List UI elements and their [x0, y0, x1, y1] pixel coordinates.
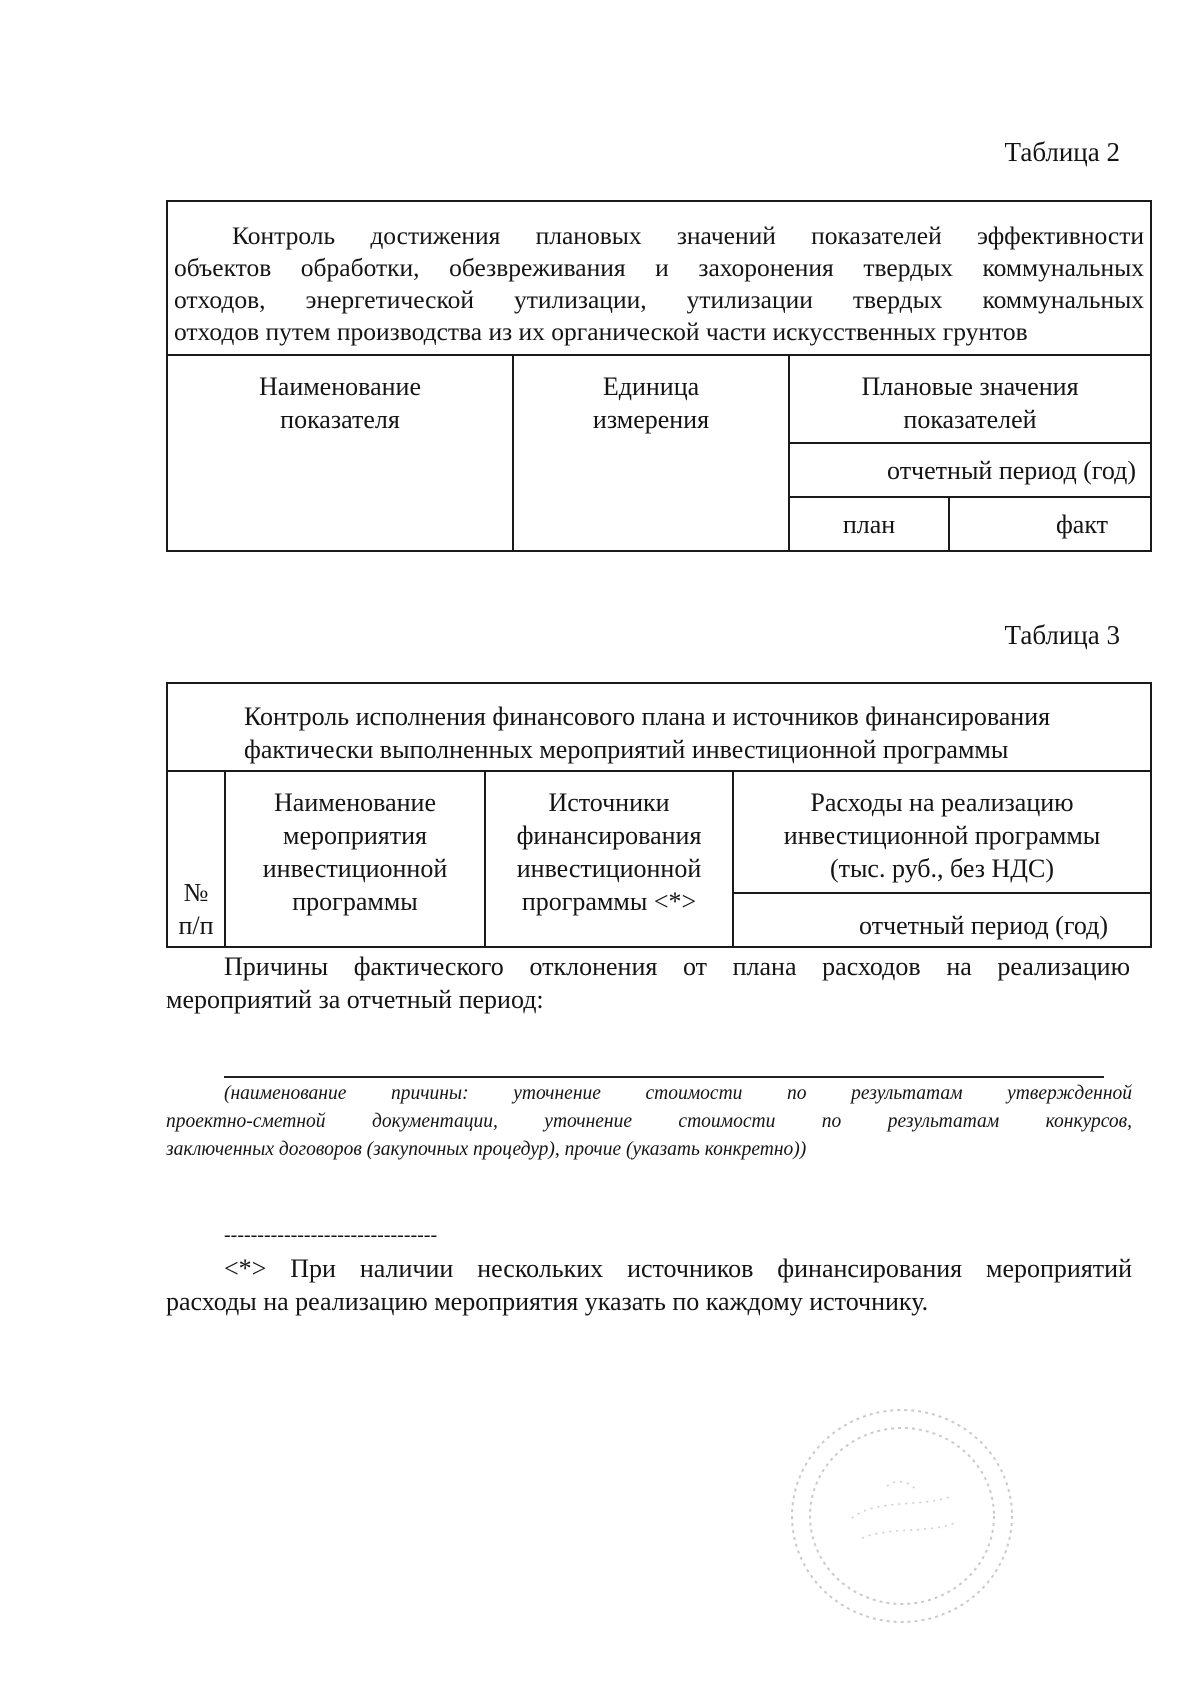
table3-header-sources-line-3: инвестиционной	[516, 854, 702, 883]
table3-header-expenses	[733, 771, 1151, 893]
reason-note	[166, 1080, 1132, 1164]
table2-header-indicator-line-1: Наименование	[259, 372, 421, 401]
table3-header-number-line-1: №	[183, 878, 209, 907]
table3-header-sources	[485, 771, 733, 947]
table3-header-event-line-3: инвестиционной	[262, 854, 448, 883]
table3-header-event-line-1: Наименование	[274, 788, 436, 817]
table2	[166, 200, 1152, 552]
table2-title-line-2: объектов обработки, обезвреживания и захоронения твердых коммунальных	[174, 253, 1144, 282]
table3-header-event	[225, 771, 485, 947]
table3-header-sources-line-1: Источники	[548, 788, 670, 817]
stamp-seal	[782, 1398, 1022, 1634]
reason-note-line-3: заключенных договоров (закупочных процедур), прочие (указать конкретно))	[166, 1139, 807, 1160]
table3-header-expenses-line-2: инвестиционной программы	[783, 821, 1101, 850]
reasons-line-1: Причины фактического отклонения от плана расходов на реализацию	[224, 952, 1130, 981]
table2-header-plan-values-line-2: показателей	[903, 405, 1037, 434]
reasons-paragraph	[166, 950, 1130, 1016]
table3-title-line-2: фактически выполненных мероприятий инвестиционной программы	[244, 735, 1009, 764]
reason-note-line-2: проектно-сметной документации, уточнение стоимости по результатам конкурсов,	[166, 1111, 1132, 1132]
reasons-line-2: мероприятий за отчетный период:	[166, 985, 544, 1014]
table3-label: Таблица 3	[1004, 620, 1120, 650]
table2-header-unit-line-2: измерения	[592, 405, 710, 434]
footnote-line-2: расходы на реализацию мероприятия указать по каждому источнику.	[166, 1287, 929, 1316]
table2-label: Таблица 2	[1004, 137, 1120, 167]
table3-header-event-line-4: программы	[292, 887, 418, 916]
table3-reporting-period: отчетный период (год)	[733, 893, 1151, 947]
table3-title	[167, 683, 1151, 771]
footnote	[166, 1252, 1132, 1318]
table3-header-expenses-line-3: (тыс. руб., без НДС)	[829, 854, 1055, 883]
table3-header-sources-line-4: программы <*>	[521, 887, 697, 916]
table2-title-line-1: Контроль достижения плановых значений показателей эффективности	[232, 221, 1144, 250]
table3-header-number-line-2: п/п	[178, 911, 214, 940]
table3-header-number	[167, 771, 225, 947]
table2-header-plan-values	[789, 355, 1151, 443]
table2-title-line-3: отходов, энергетической утилизации, утилизации твердых коммунальных	[174, 285, 1144, 314]
table2-header-indicator	[167, 355, 513, 551]
table3	[166, 682, 1152, 948]
table2-reporting-period: отчетный период (год)	[789, 443, 1151, 497]
table2-header-indicator-line-2: показателя	[280, 405, 400, 434]
table3-header-expenses-line-1: Расходы на реализацию	[810, 788, 1074, 817]
table2-plan: план	[789, 497, 949, 551]
table3-header-event-line-2: мероприятия	[282, 821, 427, 850]
reason-fill-line	[224, 1076, 1104, 1078]
table2-title	[167, 201, 1151, 355]
table2-header-unit	[513, 355, 789, 551]
reason-note-line-1: (наименование причины: уточнение стоимости по результатам утвержденной	[224, 1083, 1132, 1104]
table2-header-plan-values-line-1: Плановые значения	[861, 372, 1079, 401]
table3-title-line-1: Контроль исполнения финансового плана и источников финансирования	[244, 702, 1051, 731]
table2-header-unit-line-1: Единица	[602, 372, 700, 401]
footnote-line-1: <*> При наличии нескольких источников финансирования мероприятий	[224, 1254, 1132, 1283]
table2-title-line-4: отходов путем производства из их органической части искусственных грунтов	[174, 317, 1028, 346]
table2-fact: факт	[949, 497, 1151, 551]
table3-header-sources-line-2: финансирования	[516, 821, 702, 850]
footnote-separator: --------------------------------	[224, 1224, 438, 1246]
